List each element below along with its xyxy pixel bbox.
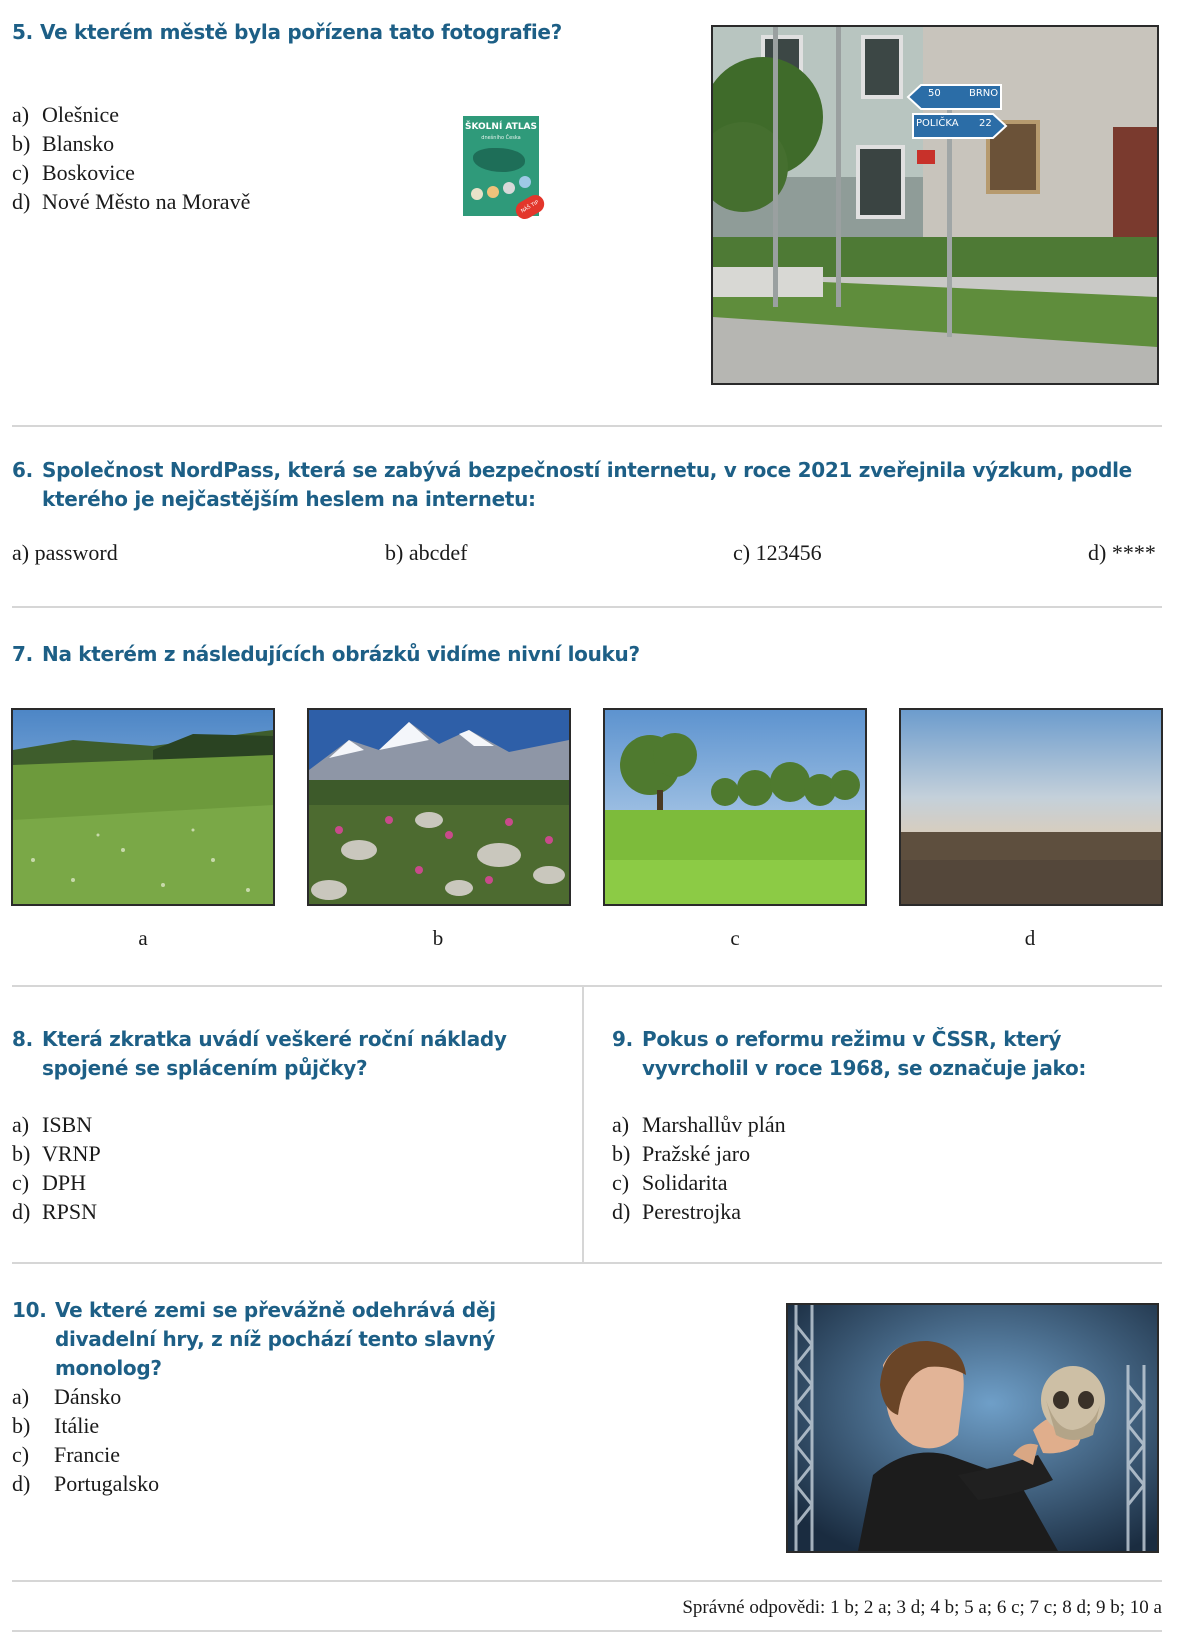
divider [12, 425, 1162, 427]
atlas-circle-icon [471, 188, 483, 200]
option-c[interactable]: c) Solidarita [612, 1170, 728, 1195]
atlas-badge: NÁŠ TIP [513, 192, 548, 223]
atlas-subtitle: dnešního Česka [481, 135, 521, 141]
image-caption-c: c [730, 926, 740, 950]
image-caption-d: d [1024, 926, 1036, 950]
divider [12, 1580, 1162, 1582]
floodplain-meadow-icon [605, 710, 865, 904]
street-sign-photo [711, 25, 1159, 385]
option-d[interactable]: d) Portugalsko [12, 1471, 160, 1496]
option-b[interactable]: b) abcdef [385, 540, 468, 565]
atlas-map-icon [473, 148, 525, 172]
sign-top-left: 50 [928, 88, 941, 99]
divider [12, 1262, 1162, 1264]
question-5-text: Ve kterém městě byla pořízena tato fotografie? [40, 20, 562, 44]
question-6-number: 6. [12, 458, 33, 482]
question-10-number: 10. [12, 1298, 47, 1322]
atlas-title: ŠKOLNÍ ATLAS [464, 122, 538, 132]
question-8-number: 8. [12, 1027, 33, 1051]
question-7-number: 7. [12, 642, 33, 666]
divider [12, 1630, 1162, 1632]
divider [12, 606, 1162, 608]
hamlet-skull-photo [786, 1303, 1159, 1553]
sign-bottom-left: POLIČKA [916, 118, 959, 129]
question-8-text: Která zkratka uvádí veškeré roční náklady spojené se splácením půjčky? [42, 1027, 507, 1080]
question-10-options [12, 1382, 159, 1498]
meadow-photo-b[interactable] [307, 708, 571, 906]
question-8-title [12, 1025, 562, 1083]
option-a[interactable]: a) Dánsko [12, 1384, 122, 1409]
atlas-circle-icon [487, 186, 499, 198]
option-c[interactable]: c) Boskovice [12, 160, 135, 185]
option-c[interactable]: c) DPH [12, 1170, 87, 1195]
question-6-title [12, 456, 1162, 514]
question-10-title [12, 1296, 572, 1383]
correct-answers: Správné odpovědi: 1 b; 2 a; 3 d; 4 b; 5 a; 6 c; 7 c; 8 d; 9 b; 10 a [682, 1597, 1162, 1618]
question-10-text: Ve které zemi se převážně odehrává děj divadelní hry, z níž pochází tento slavný monolog? [55, 1298, 496, 1380]
image-caption-b: b [432, 926, 444, 950]
option-c[interactable]: c) Francie [12, 1442, 120, 1467]
actor-with-skull-icon [788, 1305, 1157, 1551]
question-9-title [612, 1025, 1162, 1083]
option-a[interactable]: a) Olešnice [12, 102, 119, 127]
option-a[interactable]: a) Marshallův plán [612, 1112, 786, 1137]
question-7-title [12, 640, 1162, 669]
meadow-photo-c[interactable] [603, 708, 867, 906]
question-7-text: Na kterém z následujících obrázků vidíme nivní louku? [42, 642, 640, 666]
atlas-circle-icon [503, 182, 515, 194]
option-b[interactable]: b) Pražské jaro [612, 1141, 751, 1166]
option-d[interactable]: d) **** [1088, 540, 1156, 565]
option-b[interactable]: b) VRNP [12, 1141, 101, 1166]
meadow-photo-a[interactable] [11, 708, 275, 906]
question-6-text: Společnost NordPass, která se zabývá bezpečností internetu, v roce 2021 zveřejnila výzkum, podle kterého je nejčastějším heslem na internetu: [42, 458, 1132, 511]
meadow-photo-d[interactable] [899, 708, 1163, 906]
option-c[interactable]: c) 123456 [733, 540, 822, 565]
option-b[interactable]: b) Blansko [12, 131, 115, 156]
street-scene-icon [713, 27, 1157, 383]
question-9-number: 9. [612, 1027, 633, 1051]
atlas-circle-icon [519, 176, 531, 188]
option-d[interactable]: d) Nové Město na Moravě [12, 189, 251, 214]
column-divider [582, 985, 584, 1262]
image-caption-a: a [138, 926, 148, 950]
divider [12, 985, 1162, 987]
steppe-field-icon [901, 710, 1161, 904]
option-b[interactable]: b) Itálie [12, 1413, 100, 1438]
question-9-text: Pokus o reformu režimu v ČSSR, který vyvrcholil v roce 1968, se označuje jako: [642, 1027, 1087, 1080]
option-a[interactable]: a) ISBN [12, 1112, 93, 1137]
school-atlas-cover [463, 116, 539, 216]
option-d[interactable]: d) Perestrojka [612, 1199, 741, 1224]
option-d[interactable]: d) RPSN [12, 1199, 98, 1224]
question-8-options [12, 1110, 101, 1226]
sign-top-right: BRNO [969, 88, 999, 99]
sign-bottom-right: 22 [979, 118, 992, 129]
question-5-number: 5. [12, 20, 33, 44]
alpine-meadow-icon [309, 710, 569, 904]
question-5-options [12, 100, 250, 216]
hill-meadow-icon [13, 710, 273, 904]
question-9-options [612, 1110, 786, 1226]
question-5-title [12, 18, 652, 47]
option-a[interactable]: a) password [12, 540, 118, 565]
